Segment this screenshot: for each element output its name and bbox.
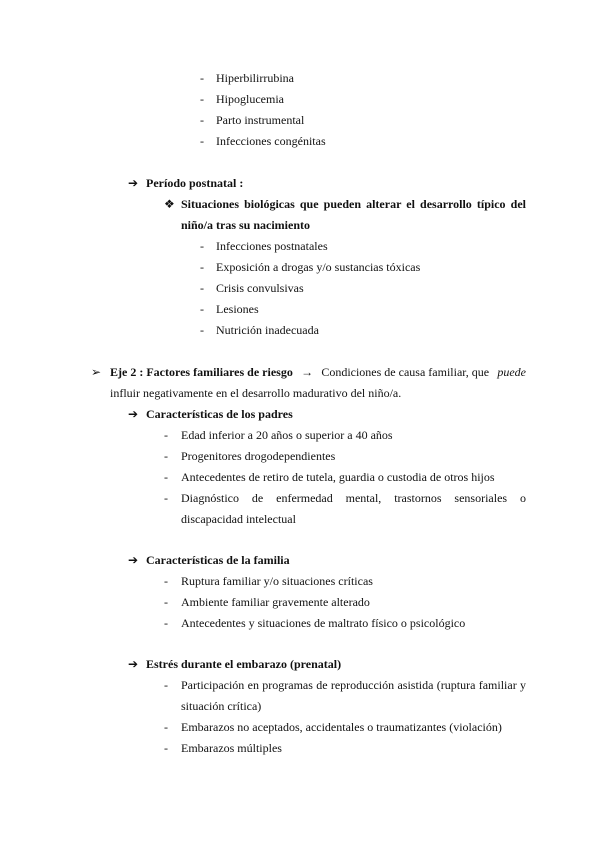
dash-marker: -	[200, 239, 204, 253]
subsection-heading-continued: niño/a tras su nacimiento	[181, 218, 311, 232]
eje2-emphasis: puede	[497, 365, 526, 379]
list-item-continued: discapacidad intelectual	[181, 512, 296, 526]
list-item: Progenitores drogodependientes	[181, 449, 336, 463]
eje2-line	[110, 364, 526, 380]
list-item: Participación en programas de reproducción asistida (ruptura familiar y	[181, 678, 526, 692]
dash-marker: -	[164, 678, 168, 692]
list-item: Ruptura familiar y/o situaciones críticas	[181, 574, 373, 588]
list-item: Hipoglucemia	[216, 92, 284, 106]
list-item: Nutrición inadecuada	[216, 323, 319, 337]
dash-marker: -	[164, 741, 168, 755]
arrow-bullet-icon: ➔	[128, 553, 139, 567]
section-heading-padres: Características de los padres	[146, 407, 293, 421]
subsection-heading: Situaciones biológicas que pueden alterar el desarrollo típico del	[181, 197, 526, 211]
dash-marker: -	[164, 616, 168, 630]
dash-marker: -	[164, 720, 168, 734]
list-item: Antecedentes de retiro de tutela, guardia o custodia de otros hijos	[181, 470, 495, 484]
section-heading-familia: Características de la familia	[146, 553, 290, 567]
section-heading-postnatal: Período postnatal :	[146, 176, 244, 190]
dash-marker: -	[200, 134, 204, 148]
section-heading-embarazo: Estrés durante el embarazo (prenatal)	[146, 657, 342, 671]
arrow-bullet-icon: ➔	[128, 407, 139, 421]
list-item: Antecedentes y situaciones de maltrato físico o psicológico	[181, 616, 466, 630]
eje2-title: Eje 2 : Factores familiares de riesgo	[110, 365, 293, 379]
dash-marker: -	[164, 595, 168, 609]
dash-marker: -	[200, 323, 204, 337]
dash-marker: -	[164, 449, 168, 463]
list-item: Parto instrumental	[216, 113, 305, 127]
dash-marker: -	[200, 281, 204, 295]
right-arrow-icon: →	[301, 365, 314, 379]
list-item: Infecciones postnatales	[216, 239, 328, 253]
list-item: Lesiones	[216, 302, 259, 316]
arrow-bullet-icon: ➔	[128, 176, 139, 190]
list-item: Edad inferior a 20 años o superior a 40 años	[181, 428, 393, 442]
arrow-bullet-icon: ➔	[128, 657, 139, 671]
dash-marker: -	[200, 302, 204, 316]
list-item: Embarazos múltiples	[181, 741, 282, 755]
list-item: Crisis convulsivas	[216, 281, 304, 295]
list-item: Exposición a drogas y/o sustancias tóxicas	[216, 260, 421, 274]
eje2-text: Condiciones de causa familiar, que	[321, 365, 490, 379]
eje2-text-continued: influir negativamente en el desarrollo madurativo del niño/a.	[110, 386, 402, 400]
dash-marker: -	[200, 71, 204, 85]
list-item: Embarazos no aceptados, accidentales o traumatizantes (violación)	[181, 720, 502, 734]
dash-marker: -	[200, 113, 204, 127]
diamond-bullet-icon: ❖	[164, 197, 175, 211]
dash-marker: -	[164, 428, 168, 442]
dash-marker: -	[164, 491, 168, 505]
list-item: Hiperbilirrubina	[216, 71, 294, 85]
list-item: Ambiente familiar gravemente alterado	[181, 595, 370, 609]
arrowhead-bullet-icon: ➢	[91, 365, 102, 379]
list-item: Diagnóstico de enfermedad mental, trastornos sensoriales o	[181, 491, 526, 505]
dash-marker: -	[164, 574, 168, 588]
dash-marker: -	[164, 470, 168, 484]
list-item: Infecciones congénitas	[216, 134, 326, 148]
dash-marker: -	[200, 92, 204, 106]
dash-marker: -	[200, 260, 204, 274]
list-item-continued: situación crítica)	[181, 699, 262, 713]
